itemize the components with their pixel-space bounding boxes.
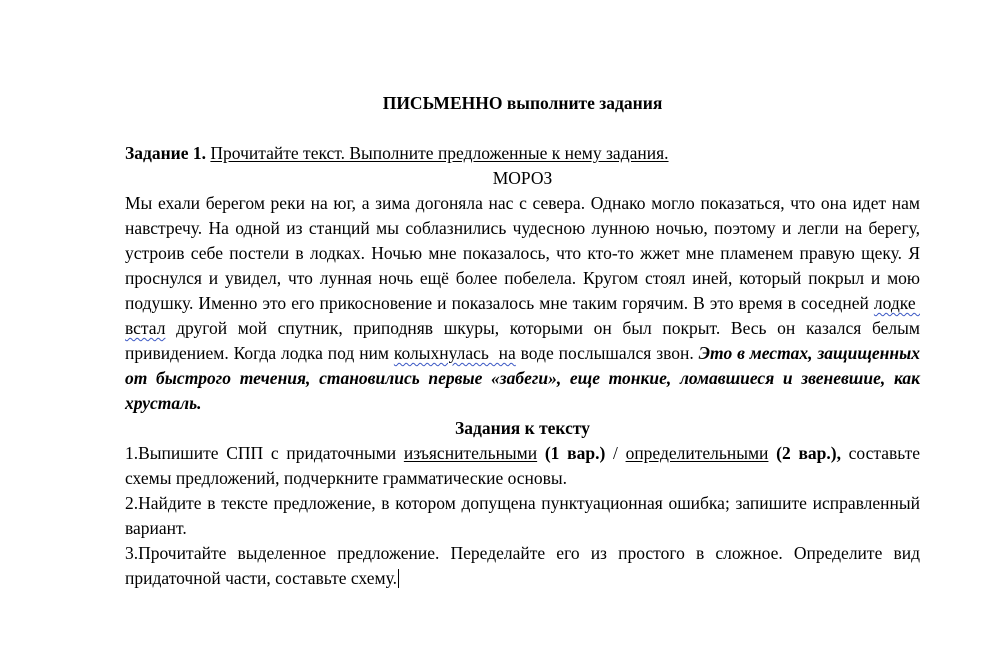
text-segment bbox=[768, 443, 776, 463]
text-segment: Прочитайте текст. Выполните предложенные к нему задания. bbox=[210, 143, 669, 163]
text-segment: 1.Выпишите СПП с придаточными bbox=[125, 443, 404, 463]
text-segment: (1 вар.) bbox=[544, 443, 606, 463]
text-segment: определительными bbox=[625, 443, 769, 463]
task-item-3 bbox=[125, 541, 920, 591]
task-item-2 bbox=[125, 491, 920, 541]
text-segment bbox=[537, 443, 545, 463]
text-segment: другой мой спутник, приподняв шкуры, которыми он был покрыт. Весь он казался белым привидением. Когда лодка под ним bbox=[125, 318, 920, 363]
text-title: МОРОЗ bbox=[492, 168, 553, 188]
tasks-title: Задания к тексту bbox=[455, 418, 590, 438]
text-segment: 2.Найдите в тексте предложение, в котором допущена пунктуационная ошибка; запишите исправленный вариант. bbox=[125, 493, 920, 538]
text-segment: Мы ехали берегом реки на юг, а зима догоняла нас с севера. Однако могло показаться, что она идет нам навстречу. На одной из станций мы соблазнились чудесною лунною ночью, поэтому и легли на берегу, устроив себе постели в лодках. Ночью мне показалось, что кто-то жжет мне пламенем правую щеку. Я проснулся и увидел, что лунная ночь ещё более побелела. Кругом стоял иней, который покрыл и мою подушку. Именно это его прикосновение и показалось мне таким горячим. В это время в соседней bbox=[125, 193, 920, 313]
text-segment: Задание 1. bbox=[125, 143, 211, 163]
task-item-1 bbox=[125, 441, 920, 491]
task-item-3-text bbox=[125, 543, 920, 588]
text-segment: лодке встал bbox=[125, 293, 920, 338]
document-body[interactable] bbox=[125, 91, 920, 591]
text-cursor bbox=[398, 569, 399, 588]
text-segment: (2 вар.), bbox=[776, 443, 841, 463]
main-title: ПИСЬМЕННО выполните задания bbox=[382, 93, 663, 113]
text-segment: 3.Прочитайте выделенное предложение. Переделайте его из простого в сложное. Определите вид придаточной части, составьте схему. bbox=[125, 543, 920, 588]
text-segment: / bbox=[605, 443, 626, 463]
text-segment: воде послышался звон. bbox=[515, 343, 699, 363]
text-segment: составьте схемы предложений, подчеркните грамматические основы. bbox=[125, 443, 921, 488]
text-segment: изъяснительными bbox=[403, 443, 538, 463]
task-header bbox=[125, 141, 920, 166]
text-segment: колыхнулась на bbox=[393, 343, 516, 363]
text-segment: Это в местах, защищенных от быстрого течения, становились первые «забеги», еще тонкие, ломавшиеся и звеневшие, как хрусталь. bbox=[125, 343, 920, 413]
story-paragraph bbox=[125, 191, 920, 416]
